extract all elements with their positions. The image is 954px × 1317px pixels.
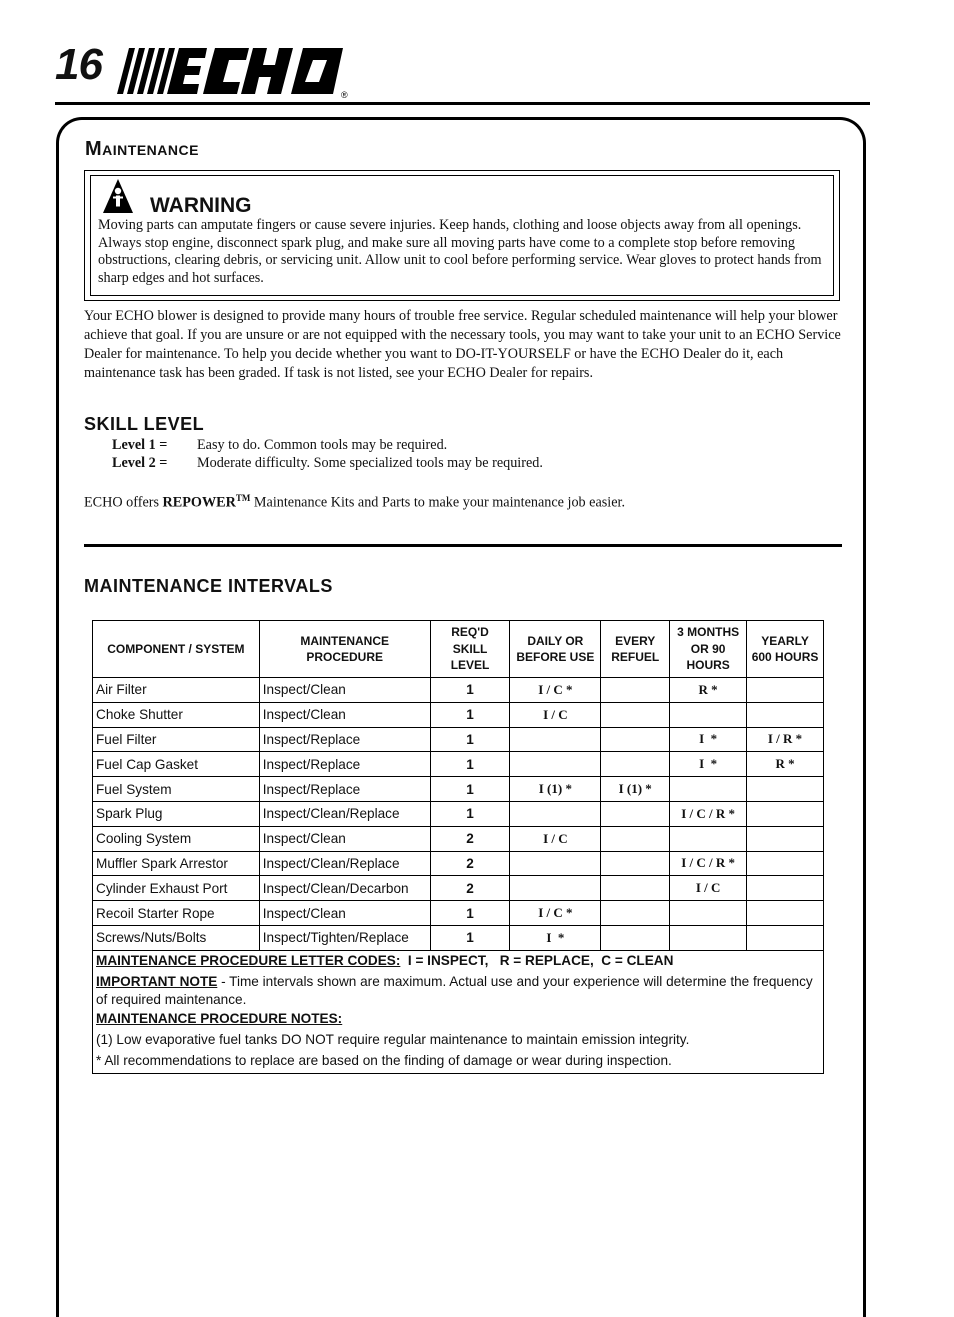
daily-cell: I (1) * xyxy=(510,777,601,802)
skill-cell: 1 xyxy=(430,777,510,802)
table-row xyxy=(93,801,824,826)
skill-cell: 1 xyxy=(430,727,510,752)
warning-person-icon xyxy=(102,178,134,214)
repower-post: Maintenance Kits and Parts to make your maintenance job easier. xyxy=(250,494,626,511)
component-cell: Fuel Cap Gasket xyxy=(93,752,260,777)
procedure-cell: Inspect/Clean/Replace xyxy=(259,851,430,876)
skill-cell: 1 xyxy=(430,678,510,703)
three-month-cell: I / C / R * xyxy=(670,851,747,876)
yearly-cell xyxy=(747,826,824,851)
yearly-cell: R * xyxy=(747,752,824,777)
table-row xyxy=(93,826,824,851)
maintenance-table xyxy=(92,620,824,1074)
warning-box xyxy=(84,170,840,301)
skill-level-2 xyxy=(112,455,543,472)
three-month-cell xyxy=(670,702,747,727)
level-2-eq: = xyxy=(159,455,168,471)
three-month-cell xyxy=(670,777,747,802)
three-month-cell xyxy=(670,901,747,926)
refuel-cell xyxy=(601,727,670,752)
refuel-cell xyxy=(601,925,670,950)
component-cell: Air Filter xyxy=(93,678,260,703)
codes-text: I = INSPECT, R = REPLACE, C = CLEAN xyxy=(400,952,674,968)
procedure-cell: Inspect/Replace xyxy=(259,777,430,802)
important-label: IMPORTANT NOTE xyxy=(96,973,218,989)
repower-tm: TM xyxy=(235,493,251,503)
daily-cell xyxy=(510,801,601,826)
skill-level-1 xyxy=(112,437,447,454)
skill-level-title: SKILL LEVEL xyxy=(84,414,205,434)
refuel-cell: I (1) * xyxy=(601,777,670,802)
important-text: - Time intervals shown are maximum. Actual use and your experience will determine the frequency of required maintenance. xyxy=(96,973,813,1007)
yearly-cell xyxy=(747,851,824,876)
refuel-cell xyxy=(601,702,670,727)
level-2-label: Level 2 xyxy=(112,455,156,471)
refuel-cell xyxy=(601,678,670,703)
col-yearly: YEARLY 600 HOURS xyxy=(747,621,824,678)
refuel-cell xyxy=(601,876,670,901)
col-daily: DAILY OR BEFORE USE xyxy=(510,621,601,678)
component-cell: Cooling System xyxy=(93,826,260,851)
table-row xyxy=(93,777,824,802)
refuel-cell xyxy=(601,851,670,876)
warning-title: WARNING xyxy=(150,194,252,217)
yearly-cell xyxy=(747,678,824,703)
daily-cell xyxy=(510,727,601,752)
skill-cell: 1 xyxy=(430,801,510,826)
daily-cell: I / C * xyxy=(510,678,601,703)
page-header xyxy=(0,0,954,110)
procedure-cell: Inspect/Replace xyxy=(259,727,430,752)
component-cell: Recoil Starter Rope xyxy=(93,901,260,926)
section-title: Maintenance xyxy=(85,138,199,160)
warning-inner-box xyxy=(90,175,834,296)
component-cell: Muffler Spark Arrestor xyxy=(93,851,260,876)
component-cell: Spark Plug xyxy=(93,801,260,826)
procedure-cell: Inspect/Clean xyxy=(259,901,430,926)
skill-cell: 2 xyxy=(430,826,510,851)
level-1-eq: = xyxy=(159,437,168,453)
table-row xyxy=(93,678,824,703)
procedure-cell: Inspect/Clean xyxy=(259,678,430,703)
procedure-cell: Inspect/Clean xyxy=(259,702,430,727)
table-row xyxy=(93,727,824,752)
component-cell: Choke Shutter xyxy=(93,702,260,727)
page-number: 16 xyxy=(55,40,102,89)
yearly-cell xyxy=(747,801,824,826)
skill-cell: 2 xyxy=(430,876,510,901)
letter-codes xyxy=(96,952,820,970)
three-month-cell: I * xyxy=(670,752,747,777)
yearly-cell xyxy=(747,876,824,901)
daily-cell: I / C xyxy=(510,826,601,851)
col-refuel: EVERY REFUEL xyxy=(601,621,670,678)
repower-line xyxy=(84,493,625,512)
skill-cell: 1 xyxy=(430,702,510,727)
daily-cell xyxy=(510,752,601,777)
table-notes-row xyxy=(93,950,824,1073)
header-rule xyxy=(55,102,870,105)
skill-cell: 2 xyxy=(430,851,510,876)
table-row xyxy=(93,752,824,777)
daily-cell: I / C * xyxy=(510,901,601,926)
level-2-text: Moderate difficulty. Some specialized tools may be required. xyxy=(197,455,543,471)
procedure-cell: Inspect/Replace xyxy=(259,752,430,777)
level-1-text: Easy to do. Common tools may be required. xyxy=(197,437,448,453)
skill-cell: 1 xyxy=(430,752,510,777)
yearly-cell: I / R * xyxy=(747,727,824,752)
daily-cell xyxy=(510,851,601,876)
col-component: COMPONENT / SYSTEM xyxy=(93,621,260,678)
repower-pre: ECHO offers xyxy=(84,494,163,511)
refuel-cell xyxy=(601,826,670,851)
col-skill: REQ'D SKILL LEVEL xyxy=(430,621,510,678)
col-3months: 3 MONTHS OR 90 HOURS xyxy=(670,621,747,678)
daily-cell xyxy=(510,876,601,901)
intervals-title: MAINTENANCE INTERVALS xyxy=(84,576,333,596)
component-cell: Cylinder Exhaust Port xyxy=(93,876,260,901)
registered-mark: ® xyxy=(341,90,348,100)
important-note xyxy=(96,973,820,1009)
refuel-cell xyxy=(601,901,670,926)
notes-label: MAINTENANCE PROCEDURE NOTES: xyxy=(96,1010,343,1026)
three-month-cell xyxy=(670,826,747,851)
table-header-row xyxy=(93,621,824,678)
repower-brand: REPOWER xyxy=(162,494,236,511)
table-row xyxy=(93,702,824,727)
procedure-cell: Inspect/Clean/Decarbon xyxy=(259,876,430,901)
skill-cell: 1 xyxy=(430,901,510,926)
table-row xyxy=(93,925,824,950)
col-procedure: MAINTENANCE PROCEDURE xyxy=(259,621,430,678)
table-row xyxy=(93,851,824,876)
table-row xyxy=(93,876,824,901)
intro-paragraph: Your ECHO blower is designed to provide many hours of trouble free service. Regular scheduled maintenance will help your blower achieve that goal. If you are unsure or are not equipped with the necessary tools, you may want to take your unit to an ECHO Service Dealer for maintenance. To help you decide whether you want to DO-IT-YOURSELF or have the ECHO Dealer do it, each maintenance task has been graded. If task is not listed, see your ECHO Dealer for repairs. xyxy=(84,308,841,381)
refuel-cell xyxy=(601,752,670,777)
note-1: (1) Low evaporative fuel tanks DO NOT require regular maintenance to maintain emission integrity. xyxy=(96,1031,690,1047)
skill-cell: 1 xyxy=(430,925,510,950)
component-cell: Screws/Nuts/Bolts xyxy=(93,925,260,950)
procedure-cell: Inspect/Tighten/Replace xyxy=(259,925,430,950)
three-month-cell: R * xyxy=(670,678,747,703)
daily-cell: I * xyxy=(510,925,601,950)
yearly-cell xyxy=(747,702,824,727)
refuel-cell xyxy=(601,801,670,826)
yearly-cell xyxy=(747,925,824,950)
daily-cell: I / C xyxy=(510,702,601,727)
component-cell: Fuel Filter xyxy=(93,727,260,752)
yearly-cell xyxy=(747,777,824,802)
component-cell: Fuel System xyxy=(93,777,260,802)
table-notes xyxy=(93,950,824,1073)
yearly-cell xyxy=(747,901,824,926)
three-month-cell: I / C xyxy=(670,876,747,901)
three-month-cell xyxy=(670,925,747,950)
level-1-label: Level 1 xyxy=(112,437,156,453)
section-divider xyxy=(84,544,842,547)
codes-label: MAINTENANCE PROCEDURE LETTER CODES: xyxy=(96,952,401,968)
three-month-cell: I / C / R * xyxy=(670,801,747,826)
warning-text: Moving parts can amputate fingers or cause severe injuries. Keep hands, clothing and loose objects away from all openings. Always stop engine, disconnect spark plug, and make sure all moving parts have come to a complete stop before removing obstructions, clearing debris, or servicing unit. Allow unit to cool before performing service. Wear gloves to protect hands from sharp edges and hot surfaces. xyxy=(98,217,822,286)
note-2: * All recommendations to replace are based on the finding of damage or wear during inspection. xyxy=(96,1052,672,1068)
procedure-cell: Inspect/Clean/Replace xyxy=(259,801,430,826)
three-month-cell: I * xyxy=(670,727,747,752)
table-row xyxy=(93,901,824,926)
echo-logo xyxy=(115,44,355,100)
procedure-cell: Inspect/Clean xyxy=(259,826,430,851)
